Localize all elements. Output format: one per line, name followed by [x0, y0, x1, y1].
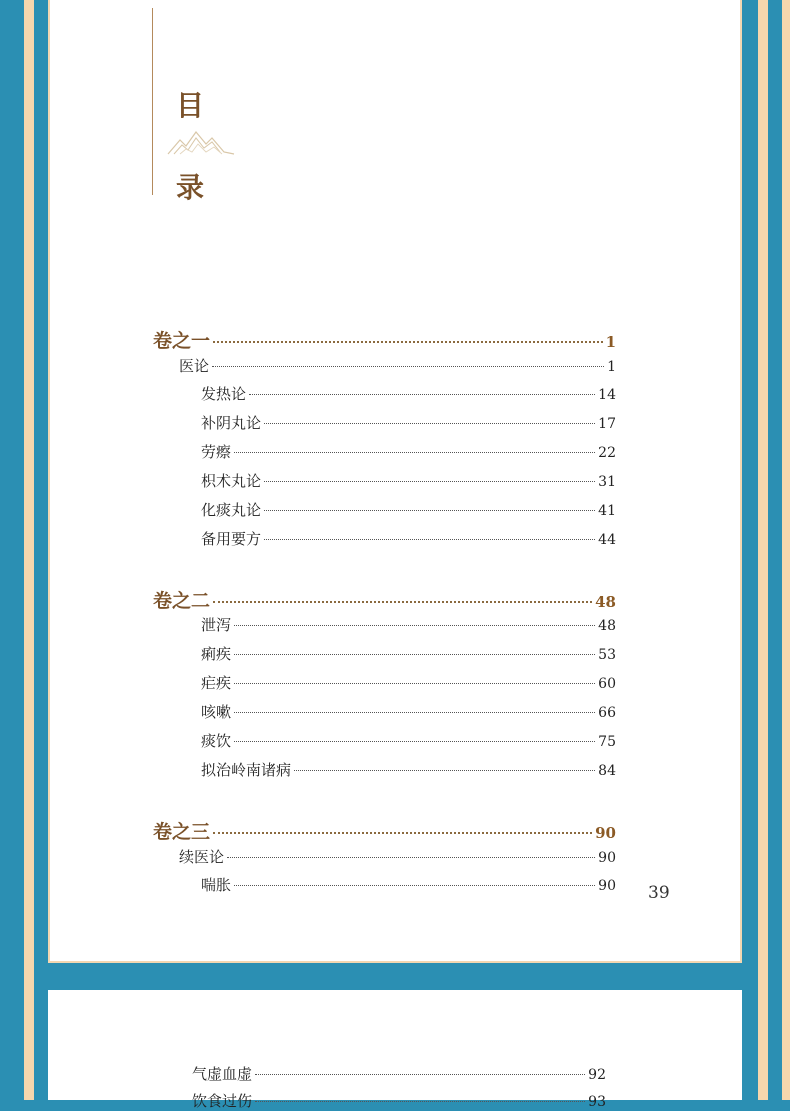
toc-volume-heading[interactable]: [153, 586, 616, 613]
toc-entry[interactable]: [201, 412, 616, 433]
toc-entry-page: 90: [598, 878, 616, 894]
toc-leader-dots: [234, 683, 595, 684]
toc-entry-title: 补阴丸论: [201, 414, 262, 432]
toc-leader-dots: [234, 654, 595, 655]
toc-entry-title: 拟治岭南诸病: [201, 761, 292, 779]
toc-entry-page: 84: [598, 763, 616, 779]
toc-entry-page: 1: [607, 359, 616, 375]
toc-entry-page: 53: [598, 647, 616, 663]
toc-entry-title: 泄泻: [201, 616, 232, 634]
toc-entry-title: 喘胀: [201, 876, 232, 894]
toc-leader-dots: [249, 394, 595, 395]
toc-entry-page: 44: [598, 532, 616, 548]
toc-entry[interactable]: [201, 672, 616, 693]
toc-entry[interactable]: [201, 701, 616, 722]
toc-entry-title: 化痰丸论: [201, 501, 262, 519]
toc-entry-title: 医论: [179, 357, 210, 375]
toc-leader-dots: [234, 712, 595, 713]
page-number: 39: [648, 883, 670, 903]
toc-leader-dots: [234, 741, 595, 742]
toc-entry-title: 卷之三: [153, 821, 211, 843]
toc-entry[interactable]: [179, 846, 616, 867]
toc-entry[interactable]: [201, 441, 616, 462]
toc-entry-page: 41: [598, 503, 616, 519]
toc-entry-title: 卷之一: [153, 330, 211, 352]
toc-entry-page: 90: [598, 850, 616, 866]
toc-entry-page: 1: [605, 333, 616, 351]
toc-leader-dots: [255, 1074, 585, 1075]
toc-entry-title: 气虚血虚: [192, 1065, 253, 1083]
toc-entry-title: 发热论: [201, 385, 247, 403]
toc-entry-page: 92: [588, 1067, 606, 1083]
toc-volume-heading[interactable]: [153, 326, 616, 353]
toc-entry[interactable]: [201, 614, 616, 635]
toc-leader-dots: [212, 366, 604, 367]
toc-entry[interactable]: [192, 1063, 606, 1084]
toc-entry[interactable]: [201, 528, 616, 549]
toc-leader-dots: [234, 885, 595, 886]
toc-leader-dots: [255, 1101, 585, 1102]
toc-entry-page: 75: [598, 734, 616, 750]
toc-entry-title: 痢疾: [201, 645, 232, 663]
toc-leader-dots: [264, 481, 595, 482]
toc-leader-dots: [264, 539, 595, 540]
heading-char-lu: 录: [176, 171, 205, 204]
toc-entry-page: 17: [598, 416, 616, 432]
toc-entry-page: 48: [595, 593, 616, 611]
toc-entry[interactable]: [201, 874, 616, 895]
toc-leader-dots: [264, 510, 595, 511]
toc-entry[interactable]: [201, 499, 616, 520]
toc-entry-title: 劳瘵: [201, 443, 232, 461]
toc-entry-title: 饮食过伤: [192, 1092, 253, 1110]
heading-char-mu: 目: [176, 89, 205, 122]
toc-entry-page: 31: [598, 474, 616, 490]
toc-entry-title: 续医论: [179, 848, 225, 866]
toc-entry-title: 咳嗽: [201, 703, 232, 721]
toc-entry-page: 14: [598, 387, 616, 403]
toc-volume-heading[interactable]: [153, 817, 616, 844]
toc-leader-dots: [264, 423, 595, 424]
toc-leader-dots: [213, 341, 603, 343]
toc-leader-dots: [234, 625, 595, 626]
toc-leader-dots: [294, 770, 595, 771]
toc-leader-dots: [213, 832, 592, 834]
toc-leader-dots: [234, 452, 595, 453]
toc-entry-title: 痰饮: [201, 732, 232, 750]
toc-entry-title: 备用要方: [201, 530, 262, 548]
toc-entry-page: 93: [588, 1094, 606, 1110]
toc-entry-title: 疟疾: [201, 674, 232, 692]
toc-entry[interactable]: [179, 355, 616, 376]
toc-entry-page: 90: [595, 824, 616, 842]
toc-entry-page: 60: [598, 676, 616, 692]
toc-entry-page: 48: [598, 618, 616, 634]
toc-entry-title: 枳术丸论: [201, 472, 262, 490]
toc-entry[interactable]: [201, 383, 616, 404]
toc-entry-page: 22: [598, 445, 616, 461]
toc-entry[interactable]: [201, 730, 616, 751]
toc-entry[interactable]: [192, 1090, 606, 1111]
toc-entry[interactable]: [201, 759, 616, 780]
toc-leader-dots: [213, 601, 592, 603]
toc-entry-title: 卷之二: [153, 590, 211, 612]
toc-entry-page: 66: [598, 705, 616, 721]
toc-entry[interactable]: [201, 470, 616, 491]
toc-leader-dots: [227, 857, 595, 858]
toc-entry[interactable]: [201, 643, 616, 664]
